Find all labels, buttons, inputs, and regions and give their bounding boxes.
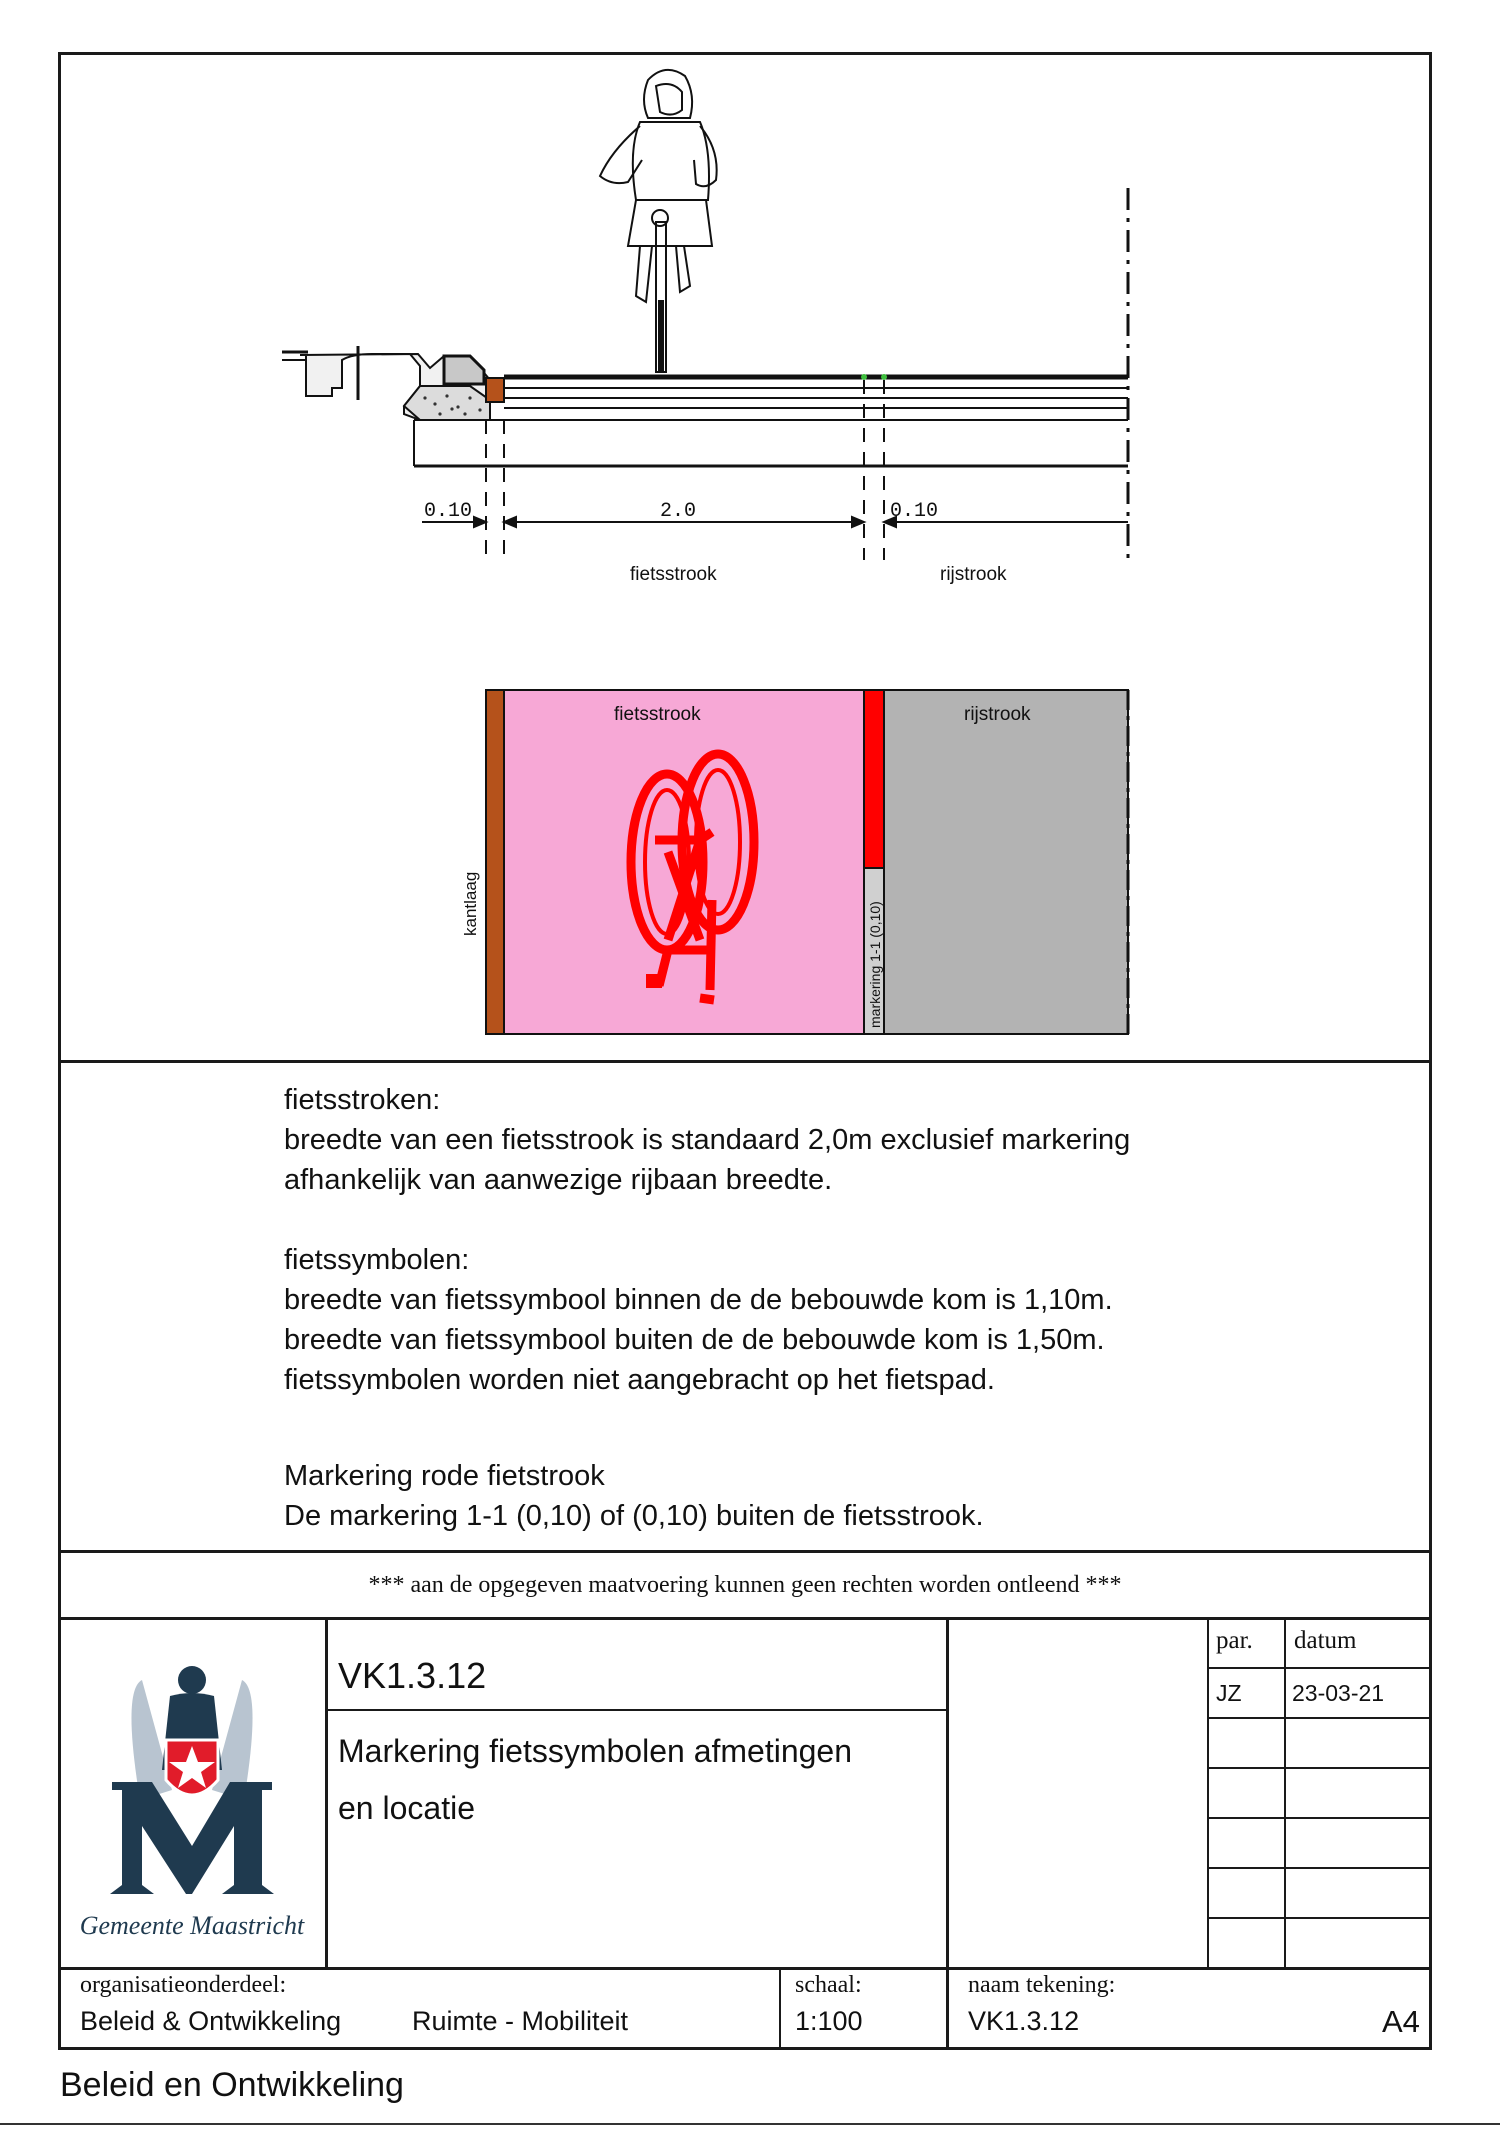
dimension-lines — [422, 517, 1128, 527]
plan-road-lane — [884, 690, 1128, 1034]
marking-dot-left — [861, 374, 867, 380]
divider — [946, 1617, 949, 2047]
cyclist-face — [656, 84, 682, 115]
kerb-concrete — [404, 386, 490, 420]
section-label-bike-lane: fietsstrook — [630, 564, 717, 585]
dimension-middle: 2.0 — [660, 500, 697, 523]
cyclist-right-leg — [676, 246, 690, 292]
name-label: naam tekening: — [968, 1972, 1116, 1998]
scale-label: schaal: — [795, 1972, 862, 1998]
plan-red-marking — [864, 690, 884, 868]
footer-rule — [0, 2123, 1500, 2125]
notes-line: breedte van fietssymbool buiten de de bebouwde kom is 1,50m. — [284, 1324, 1105, 1356]
cyclist-torso — [633, 122, 709, 200]
org-value-section: Ruimte - Mobiliteit — [412, 2006, 629, 2036]
technical-drawing — [0, 0, 1500, 1070]
notes-heading-bike-lanes: fietsstroken: — [284, 1084, 441, 1116]
divider — [779, 1967, 781, 2047]
divider — [1207, 1617, 1209, 1967]
notes-heading-bike-symbols: fietssymbolen: — [284, 1244, 470, 1276]
kerb-section — [282, 346, 490, 420]
revision-par-value: JZ — [1216, 1680, 1242, 1706]
plan-label-bike-lane: fietsstrook — [614, 704, 701, 725]
divider — [325, 1709, 946, 1711]
footer-department: Beleid en Ontwikkeling — [60, 2066, 404, 2104]
plan-label-kantlaag: kantlaag — [461, 871, 480, 936]
notes-line: De markering 1-1 (0,10) of (0,10) buiten de fietsstrook. — [284, 1500, 984, 1532]
section-kantlaag-block — [486, 378, 504, 402]
divider — [1284, 1617, 1286, 1967]
drawing-title-line1: Markering fietssymbolen afmetingen — [338, 1733, 853, 1769]
dimension-left: 0.10 — [424, 500, 473, 523]
revision-date-value: 23-03-21 — [1292, 1680, 1385, 1706]
notes-line: afhankelijk van aanwezige rijbaan breedte. — [284, 1164, 833, 1196]
drawing-code: VK1.3.12 — [338, 1655, 487, 1696]
org-label: organisatieonderdeel: — [80, 1972, 287, 1998]
separator-disclaimer-titleblock — [58, 1617, 1432, 1620]
marking-dot-right — [881, 374, 887, 380]
plan-label-marking: markering 1-1 (0,10) — [867, 901, 883, 1028]
disclaimer: *** aan de opgegeven maatvoering kunnen geen rechten worden ontleend *** — [368, 1572, 1122, 1598]
kerb-stone — [444, 356, 484, 384]
notes-section — [284, 1080, 1284, 1536]
separator-drawing-notes — [58, 1060, 1432, 1063]
separator-notes-disclaimer — [58, 1550, 1432, 1553]
section-label-road: rijstrook — [940, 564, 1007, 585]
road-section — [414, 377, 1128, 466]
notes-line: fietssymbolen worden niet aangebracht op het fietspad. — [284, 1364, 995, 1396]
bicycle-pedal — [646, 974, 662, 988]
cyclist-hair — [644, 70, 692, 118]
revision-header-datum: datum — [1294, 1627, 1357, 1654]
plan-label-road: rijstrook — [964, 704, 1031, 725]
revision-header-par: par. — [1216, 1627, 1253, 1654]
scale-value: 1:100 — [795, 2006, 863, 2036]
gemeente-maastricht-logo — [62, 1650, 322, 1950]
dimension-right: 0.10 — [890, 500, 939, 523]
paper-size: A4 — [1382, 2004, 1420, 2039]
notes-line: breedte van een fietsstrook is standaard 2,0m exclusief markering — [284, 1124, 1131, 1156]
notes-line: breedte van fietssymbool binnen de de bebouwde kom is 1,10m. — [284, 1284, 1113, 1316]
org-value-department: Beleid & Ontwikkeling — [80, 2006, 342, 2036]
cyclist-skirt — [628, 200, 712, 246]
drawing-title-line2: en locatie — [338, 1790, 475, 1826]
plan-kantlaag — [486, 690, 504, 1034]
notes-heading-red-marking: Markering rode fietstrook — [284, 1460, 605, 1492]
name-value: VK1.3.12 — [968, 2006, 1080, 2036]
separator-titleblock-bottom — [58, 1967, 1432, 1970]
cyclist-left-leg — [636, 246, 652, 302]
logo-text: Gemeente Maastricht — [79, 1911, 305, 1940]
divider — [325, 1617, 328, 1967]
